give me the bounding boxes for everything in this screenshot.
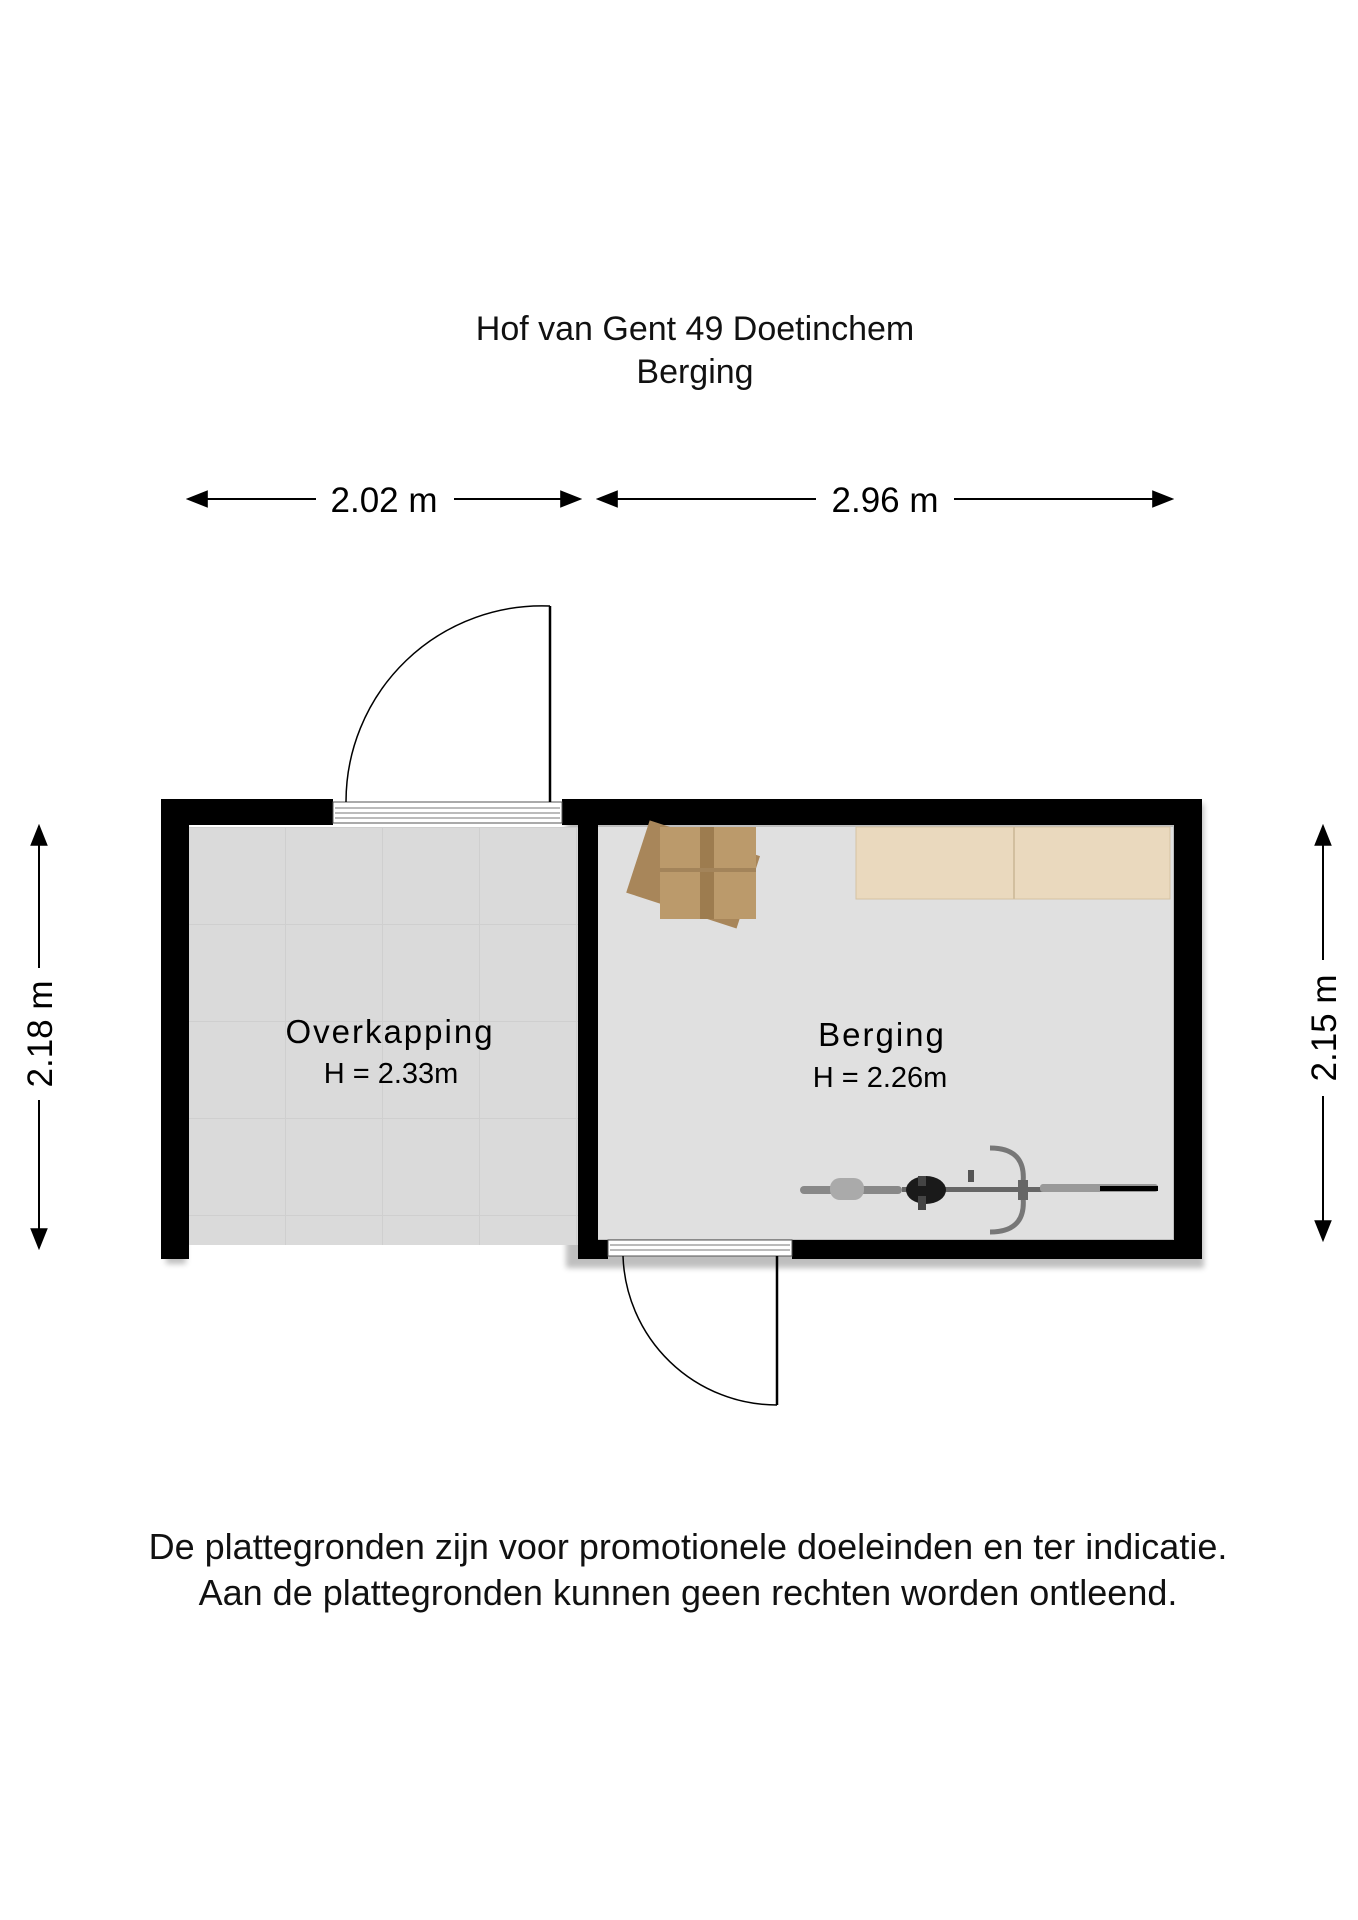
dimension-label: 2.02 m (330, 481, 438, 520)
room-name: Overkapping (285, 1013, 495, 1050)
disclaimer-line: Aan de plattegronden kunnen geen rechten worden ontleend. (198, 1572, 1178, 1613)
dimension-label: 2.96 m (831, 481, 939, 520)
dimension-label: 2.15 m (1305, 974, 1344, 1082)
disclaimer (0, 1524, 1358, 1616)
dimension-right-height (1305, 826, 1344, 1240)
disclaimer-line: De plattegronden zijn voor promotionele doeleinden en ter indicatie. (148, 1526, 1228, 1567)
address-title: Hof van Gent 49 Doetinchem (475, 310, 915, 348)
dimension-left-height (21, 826, 60, 1248)
shelf-icon (856, 827, 1170, 899)
floor-title: Berging (636, 353, 754, 391)
room-name: Berging (818, 1016, 946, 1053)
door-top (333, 606, 562, 823)
dimension-label: 2.18 m (21, 980, 60, 1088)
room-height: H = 2.33m (323, 1058, 459, 1090)
dimension-overkapping-width (188, 481, 580, 520)
dimension-berging-width (598, 481, 1172, 520)
room-height: H = 2.26m (812, 1062, 948, 1094)
